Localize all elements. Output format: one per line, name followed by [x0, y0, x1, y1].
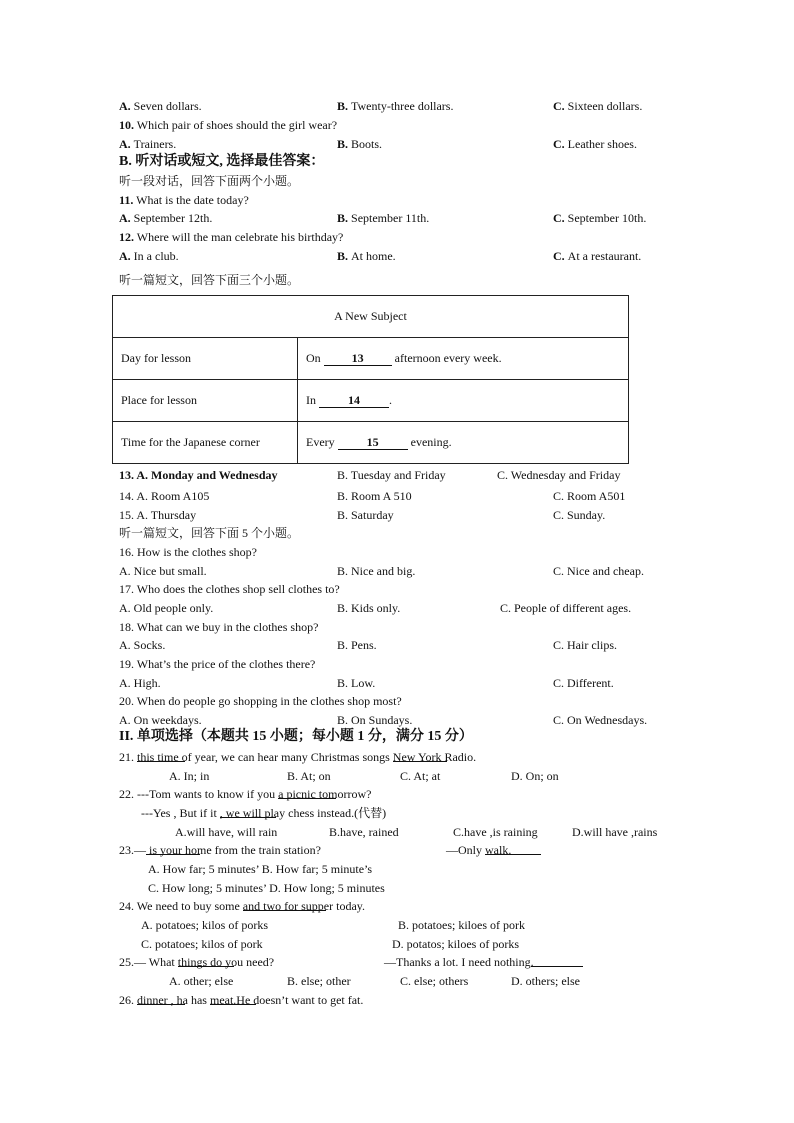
blank	[137, 991, 185, 1005]
q18-question: 18. What can we buy in the clothes shop?	[119, 620, 319, 634]
blank	[210, 991, 256, 1005]
row-label: Day for lesson	[113, 338, 298, 380]
intro-dialogue: 听一段对话，回答下面两个小题。	[119, 174, 300, 188]
q19-options: A. High. B. Low. C. Different.	[119, 676, 614, 690]
blank	[178, 953, 234, 967]
q24-options-cd: C. potatoes; kilos of pork D. potatos; kiloes of porks	[141, 937, 519, 951]
q9-options	[0, 97, 794, 115]
option-a: A. Seven dollars.	[119, 99, 202, 113]
row-value: In 14 .	[298, 380, 629, 422]
q17-options: A. Old people only. B. Kids only. C. People of different ages.	[119, 601, 632, 615]
q23-question: 23.— is your home from the train station? —Only walk.	[0, 841, 794, 859]
q13-options: 13. A. Monday and Wednesday B. Tuesday and Friday C. Wednesday and Friday	[119, 468, 621, 482]
q17-question: 17. Who does the clothes shop sell clothes to?	[119, 582, 340, 596]
row-value: On 13 afternoon every week.	[298, 338, 629, 380]
q20-question: 20. When do people go shopping in the clothes shop most?	[119, 694, 402, 708]
row-label: Time for the Japanese corner	[113, 422, 298, 464]
q24-question: 24. We need to buy some and two for supper today.	[119, 899, 365, 913]
q26-question: 26. dinner , ha has meat.He doesn’t want to get fat.	[119, 993, 364, 1007]
q22-options: A.will have, will rain B.have, rained C.have ,is raining D.will have ,rains	[175, 825, 658, 839]
q23-options-cd: C. How long; 5 minutes’ D. How long; 5 minutes	[148, 881, 385, 895]
table-row	[113, 380, 629, 422]
q24-options-ab: A. potatoes; kilos of porks B. potatoes; kiloes of pork	[141, 918, 525, 932]
intro-passage: 听一篇短文，回答下面三个小题。	[119, 273, 300, 287]
q12-options: A. In a club. B. At home. C. At a restaurant.	[119, 249, 642, 263]
answer-blank-13: 13	[324, 352, 392, 366]
table-title: A New Subject	[113, 296, 629, 338]
blank	[220, 804, 276, 818]
q21-question: 21. this time of year, we can hear many Christmas songs New York Radio.	[119, 750, 477, 764]
blank	[393, 748, 447, 762]
q22-response: ---Yes , But if it , we will play chess instead.(代替)	[141, 806, 387, 820]
table-row	[113, 422, 629, 464]
q12-question: 12. Where will the man celebrate his birthday?	[119, 230, 344, 244]
q15-options: 15. A. Thursday B. Saturday C. Sunday.	[119, 508, 606, 522]
q10-question: 10. Which pair of shoes should the girl wear?	[119, 118, 338, 132]
q22-question: 22. ---Tom wants to know if you a picnic tomorrow?	[119, 787, 372, 801]
section-2-heading: II. 单项选择（本题共 15 小题；每小题 1 分，满分 15 分）	[119, 729, 473, 744]
blank	[278, 785, 336, 799]
q19-question: 19. What’s the price of the clothes there?	[119, 657, 316, 671]
option-b: B. Twenty-three dollars.	[337, 99, 454, 113]
table-row	[113, 338, 629, 380]
q21-options: A. In; in B. At; on C. At; at D. On; on	[169, 769, 559, 783]
blank	[243, 897, 285, 911]
q23-options-ab: A. How far; 5 minutes’ B. How far; 5 minute’s	[148, 862, 373, 876]
row-value: Every 15 evening.	[298, 422, 629, 464]
q16-options: A. Nice but small. B. Nice and big. C. Nice and cheap.	[119, 564, 644, 578]
q10-options: A. Trainers. B. Boots. C. Leather shoes.	[119, 137, 637, 151]
section-b-heading: B. 听对话或短文, 选择最佳答案：	[119, 154, 325, 169]
blank	[531, 953, 583, 967]
q18-options: A. Socks. B. Pens. C. Hair clips.	[119, 638, 617, 652]
option-c: C. Sixteen dollars.	[553, 99, 643, 113]
q20-options: A. On weekdays. B. On Sundays. C. On Wednesdays.	[119, 713, 648, 727]
q14-options: 14. A. Room A105 B. Room A 510 C. Room A501	[119, 489, 626, 503]
table-title-row	[113, 296, 629, 338]
q25-options: A. other; else B. else; other C. else; others D. others; else	[169, 974, 580, 988]
blank	[146, 841, 200, 855]
q11-question: 11. What is the date today?	[119, 193, 249, 207]
q16-question: 16. How is the clothes shop?	[119, 545, 257, 559]
q25-question: 25.— What things do you need? —Thanks a lot. I need nothing .	[0, 953, 794, 971]
new-subject-table	[112, 295, 629, 464]
row-label: Place for lesson	[113, 380, 298, 422]
q11-options: A. September 12th. B. September 11th. C. September 10th.	[119, 211, 647, 225]
blank	[137, 748, 185, 762]
answer-blank-15: 15	[338, 436, 408, 450]
blank	[284, 897, 326, 911]
blank	[485, 841, 541, 855]
answer-blank-14: 14	[319, 394, 389, 408]
intro-passage-5: 听一篇短文，回答下面 5 个小题。	[119, 526, 300, 540]
